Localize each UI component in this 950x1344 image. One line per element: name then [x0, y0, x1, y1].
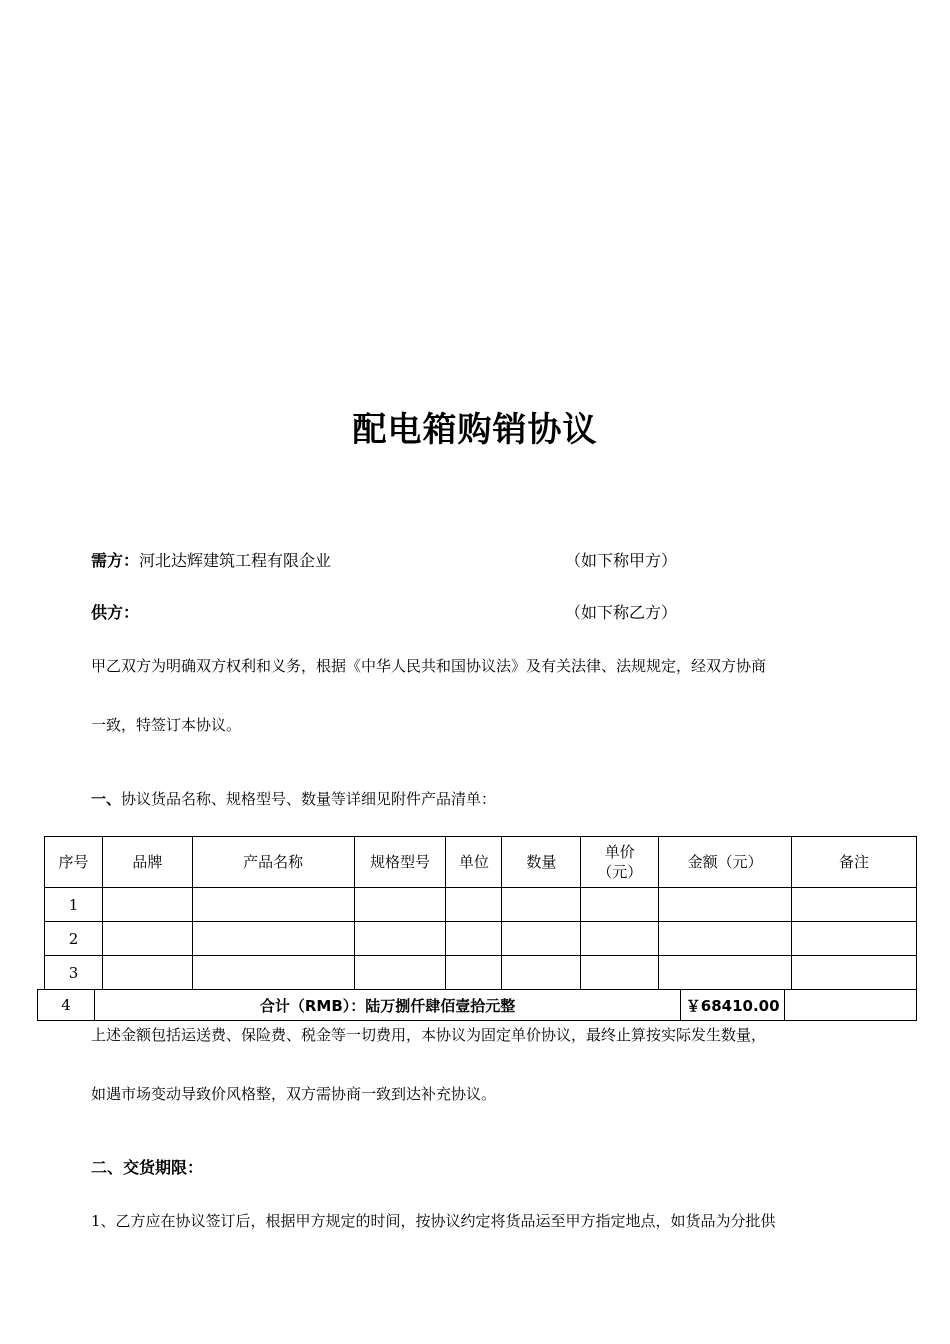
table-cell: [192, 956, 354, 990]
table-cell: [102, 888, 192, 922]
section1-number: 一、: [91, 790, 122, 808]
total-table: [37, 989, 917, 1021]
header-cell: [581, 837, 659, 888]
seller-note: （如下称乙方）: [565, 603, 678, 622]
header-cell: 数量: [502, 837, 581, 888]
intro-line-2: 一致，特签订本协议。: [91, 716, 242, 734]
total-index: 4: [38, 990, 95, 1021]
intro-line-1: 甲乙双方为明确双方权利和义务，根据《中华人民共和国协议法》及有关法律、法规规定，经双方协商: [91, 657, 767, 675]
section2-item-1: 1、乙方应在协议签订后，根据甲方规定的时间，按协议约定将货品运至甲方指定地点，如货品为分批供: [91, 1212, 776, 1230]
table-cell: [581, 922, 659, 956]
product-table: [44, 836, 917, 990]
total-label: 合计（RMB）：陆万捌仟肆佰壹拾元整: [94, 990, 680, 1021]
table-cell: [792, 956, 917, 990]
table-cell: [354, 888, 446, 922]
seller-label: 供方：: [91, 603, 140, 622]
table-cell: [192, 922, 354, 956]
table-cell: [502, 922, 581, 956]
table-cell: [792, 888, 917, 922]
header-cell: 规格型号: [354, 837, 446, 888]
table-row: [45, 922, 917, 956]
total-remark: [785, 990, 917, 1021]
total-amount: ￥68410.00: [681, 990, 785, 1021]
table-cell: [354, 922, 446, 956]
header-cell: 品牌: [102, 837, 192, 888]
table-cell: [502, 956, 581, 990]
section2-heading: 二、交货期限：: [91, 1158, 204, 1177]
buyer-note: （如下称甲方）: [565, 551, 678, 570]
table-row: [45, 956, 917, 990]
table-header-row: [45, 837, 917, 888]
table-cell: [792, 922, 917, 956]
section1-heading: [91, 789, 496, 809]
buyer-label: 需方：: [91, 551, 140, 570]
table-cell: [446, 956, 502, 990]
table-cell: [446, 922, 502, 956]
table-cell: [659, 956, 792, 990]
note-line-1: 上述金额包括运送费、保险费、税金等一切费用，本协议为固定单价协议，最终止算按实际发生数量，: [91, 1026, 767, 1044]
buyer-name: 河北达辉建筑工程有限企业: [139, 551, 332, 570]
table-cell: [581, 888, 659, 922]
table-cell: [659, 888, 792, 922]
table-cell: [659, 922, 792, 956]
table-cell: 1: [45, 888, 103, 922]
table-cell: [102, 956, 192, 990]
table-cell: [502, 888, 581, 922]
table-cell: 2: [45, 922, 103, 956]
header-cell: 备注: [792, 837, 917, 888]
table-cell: [354, 956, 446, 990]
header-cell: 单位: [446, 837, 502, 888]
table-cell: [192, 888, 354, 922]
table-cell: 3: [45, 956, 103, 990]
header-cell: 序号: [45, 837, 103, 888]
seller-line: [91, 603, 139, 623]
note-line-2: 如遇市场变动导致价风格整，双方需协商一致到达补充协议。: [91, 1085, 497, 1103]
table-cell: [446, 888, 502, 922]
table-cell: [581, 956, 659, 990]
document-title: 配电箱购销协议: [352, 410, 598, 450]
header-cell-text: 单价（元）: [597, 843, 643, 881]
header-cell: 金额（元）: [659, 837, 792, 888]
section1-text: 协议货品名称、规格型号、数量等详细见附件产品清单：: [121, 790, 497, 808]
total-row: [38, 990, 917, 1021]
table-cell: [102, 922, 192, 956]
buyer-line: [91, 551, 331, 571]
header-cell: 产品名称: [192, 837, 354, 888]
table-row: [45, 888, 917, 922]
